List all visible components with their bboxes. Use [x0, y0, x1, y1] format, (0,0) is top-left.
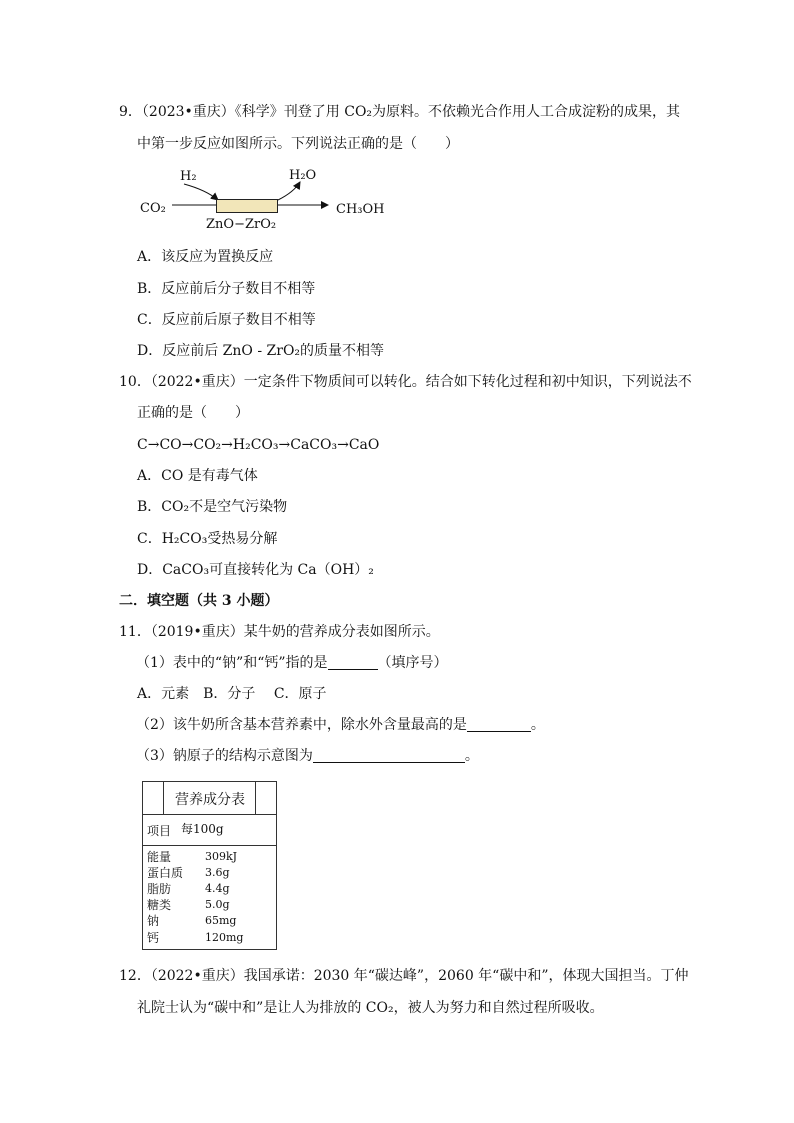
nutrient-name: 能量	[147, 850, 172, 864]
nutrient-value: 65mg	[205, 914, 237, 927]
nutrition-table-title: 营养成分表	[175, 792, 245, 808]
col-item-header: 项目	[147, 824, 172, 838]
q9-option-a: A．该反应为置换反应	[137, 249, 274, 265]
nutrient-name: 糖类	[147, 898, 172, 912]
h2-label: H₂	[180, 169, 197, 184]
q9-line2: 中第一步反应如图所示。下列说法正确的是（ ）	[137, 136, 459, 152]
h2o-output-arrow	[278, 182, 300, 200]
q11-sub2-suffix: 。	[530, 717, 545, 733]
nutrient-value: 4.4g	[205, 882, 230, 895]
q12-line1: 12．（2022•重庆）我国承诺：2030 年“碳达峰”，2060 年“碳中和”，体现大国担当。丁仲	[119, 968, 689, 984]
nutrient-value: 5.0g	[205, 898, 230, 911]
h2o-label: H₂O	[289, 168, 317, 183]
q9-option-d: D．反应前后 ZnO - ZrO₂的质量不相等	[137, 343, 385, 359]
catalyst-box	[216, 199, 278, 213]
nutrition-table-header	[143, 782, 276, 815]
q11-sub3	[136, 746, 479, 766]
q11-sub1-blank[interactable]	[328, 654, 378, 670]
col-per100g-header: 每100g	[181, 822, 224, 836]
nutrient-value: 3.6g	[205, 866, 230, 879]
h2-input-arrow	[184, 184, 218, 200]
nutrition-table	[142, 781, 277, 950]
q11-sub1-options: A．元素 B．分子 C．原子	[137, 686, 327, 702]
q10-option-a: A．CO 是有毒气体	[137, 468, 258, 484]
q11-sub1	[136, 653, 448, 673]
header-divider-right	[255, 782, 256, 814]
section-heading: 二．填空题（共 3 小题）	[119, 593, 279, 609]
nutrient-value: 120mg	[205, 931, 244, 944]
catalyst-label: ZnO−ZrO₂	[206, 217, 277, 232]
ch3oh-label: CH₃OH	[336, 202, 385, 217]
q11-sub2-text: （2）该牛奶所含基本营养素中，除水外含量最高的是	[136, 717, 467, 733]
q10-option-c: C．H₂CO₃受热易分解	[137, 531, 278, 547]
q11-intro: 11．（2019•重庆）某牛奶的营养成分表如图所示。	[119, 624, 440, 640]
nutrition-table-colheaders	[143, 814, 276, 846]
q9-option-c: C．反应前后原子数目不相等	[137, 312, 316, 328]
q12-line2: 礼院士认为“碳中和”是让人为排放的 CO₂，被人为努力和自然过程所吸收。	[137, 1000, 604, 1016]
nutrient-name: 钠	[147, 914, 160, 928]
co2-label: CO₂	[140, 201, 166, 216]
nutrient-name: 蛋白质	[147, 866, 184, 880]
q9-option-b: B．反应前后分子数目不相等	[137, 281, 316, 297]
q11-sub2	[136, 715, 545, 735]
q11-sub1-suffix: （填序号）	[377, 655, 448, 671]
q11-sub3-blank[interactable]	[313, 747, 465, 763]
reaction-diagram	[134, 160, 394, 236]
q9-line1: 9．（2023•重庆）《科学》刊登了用 CO₂为原料。不依赖光合作用人工合成淀粉的成果，其	[119, 104, 681, 120]
q11-sub2-blank[interactable]	[467, 716, 531, 732]
header-divider-left	[163, 782, 164, 814]
q10-line1: 10．（2022•重庆）一定条件下物质间可以转化。结合如下转化过程和初中知识，下列说法不	[119, 374, 692, 390]
q10-option-b: B．CO₂不是空气污染物	[137, 499, 288, 515]
q11-sub3-suffix: 。	[464, 748, 479, 764]
q11-sub3-text: （3）钠原子的结构示意图为	[136, 748, 313, 764]
nutrient-name: 脂肪	[147, 882, 172, 896]
q10-chain: C→CO→CO₂→H₂CO₃→CaCO₃→CaO	[137, 437, 380, 453]
nutrient-name: 钙	[147, 931, 160, 945]
q11-sub1-text: （1）表中的“钠”和“钙”指的是	[136, 655, 328, 671]
q10-line2: 正确的是（ ）	[137, 405, 249, 421]
q10-option-d: D．CaCO₃可直接转化为 Ca（OH）₂	[137, 562, 374, 578]
nutrient-value: 309kJ	[205, 850, 238, 863]
